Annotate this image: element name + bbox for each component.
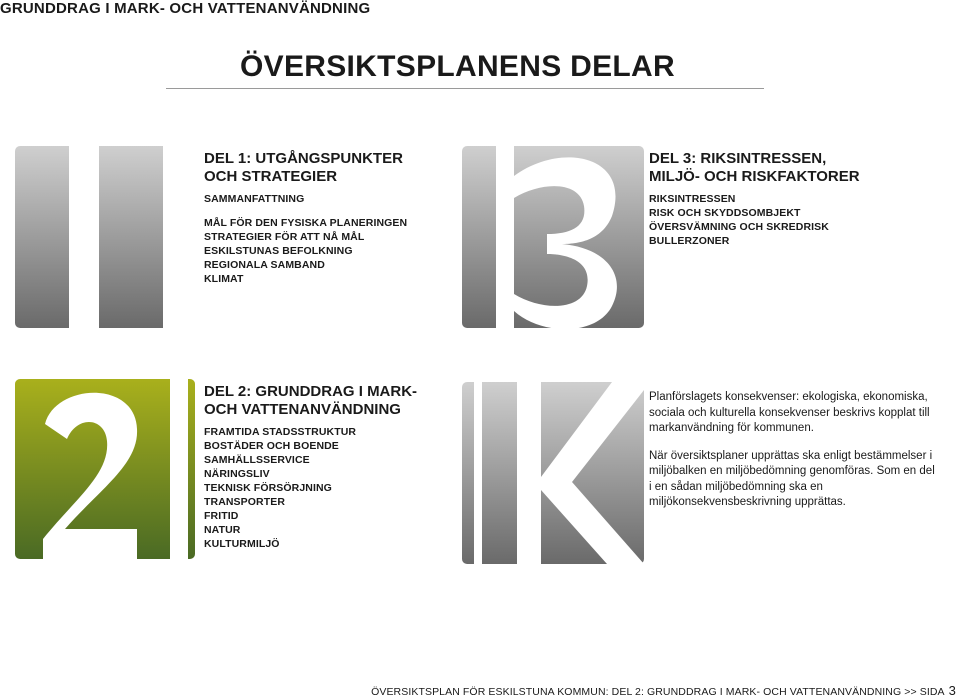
konsekvenser-paragraph-1: Planförslagets konsekvenser: ekologiska, ekonomiska, sociala och kulturella konsekvenser beskrivs kopplat till markanvändning för kommunen. <box>649 391 930 434</box>
konsekvenser-paragraph-2: När översiktsplaner upprättas ska enligt bestämmelser i miljöbalken en miljöbedömning genomföras. Som en del i en sådan miljöbedömning ska en miljökonsekvensbeskrivning upprättas. <box>649 449 935 508</box>
list-item: SAMHÄLLSSERVICE <box>204 454 310 466</box>
list-item: NÄRINGSLIV <box>204 468 270 480</box>
list-item: TRANSPORTER <box>204 496 286 508</box>
part-3-numeral-graphic <box>462 146 644 328</box>
part-1-title-line1: DEL 1: UTGÅNGSPUNKTER <box>204 150 403 167</box>
page-title: ÖVERSIKTSPLANENS DELAR <box>240 50 675 83</box>
list-item: ESKILSTUNAS BEFOLKNING <box>204 245 353 257</box>
list-item: STRATEGIER FÖR ATT NÅ MÅL <box>204 231 365 243</box>
part-3-title-line2: MILJÖ- OCH RISKFAKTORER <box>649 168 860 185</box>
footer-text: ÖVERSIKTSPLAN FÖR ESKILSTUNA KOMMUN: DEL 2: GRUNDDRAG I MARK- OCH VATTENANVÄNDNING >> SIDA <box>371 686 945 698</box>
page-footer <box>371 683 956 698</box>
list-item: MÅL FÖR DEN FYSISKA PLANERINGEN <box>204 217 408 229</box>
list-item: TEKNISK FÖRSÖRJNING <box>204 482 332 494</box>
list-item: ÖVERSVÄMNING OCH SKREDRISK <box>649 221 829 233</box>
list-item: RISK OCH SKYDDSOMBJEKT <box>649 207 801 219</box>
konsekvenser-text <box>649 390 939 523</box>
part-2-title-line1: DEL 2: GRUNDDRAG I MARK- <box>204 383 418 400</box>
list-item: BOSTÄDER OCH BOENDE <box>204 440 339 452</box>
list-item: SAMMANFATTNING <box>204 193 305 205</box>
part-1-section <box>204 150 454 286</box>
part-1-title-line2: OCH STRATEGIER <box>204 168 338 185</box>
list-item: FRAMTIDA STADSSTRUKTUR <box>204 426 357 438</box>
list-item: KULTURMILJÖ <box>204 538 280 550</box>
list-item: REGIONALA SAMBAND <box>204 259 325 271</box>
list-item: BULLERZONER <box>649 235 730 247</box>
part-3-title-line1: DEL 3: RIKSINTRESSEN, <box>649 150 827 167</box>
part-2-title-line2: OCH VATTENANVÄNDNING <box>204 401 401 418</box>
list-item: RIKSINTRESSEN <box>649 193 736 205</box>
list-item: NATUR <box>204 524 241 536</box>
page-header: GRUNDDRAG I MARK- OCH VATTENANVÄNDNING <box>0 0 371 17</box>
part-2-section <box>204 383 454 551</box>
list-item: KLIMAT <box>204 273 244 285</box>
list-item: FRITID <box>204 510 239 522</box>
konsekvenser-k-graphic <box>462 382 644 564</box>
part-2-numeral-graphic <box>15 379 195 559</box>
title-divider <box>166 88 764 89</box>
part-3-section <box>649 150 939 248</box>
page-number: 3 <box>948 683 956 698</box>
part-1-numeral-graphic <box>15 146 197 328</box>
